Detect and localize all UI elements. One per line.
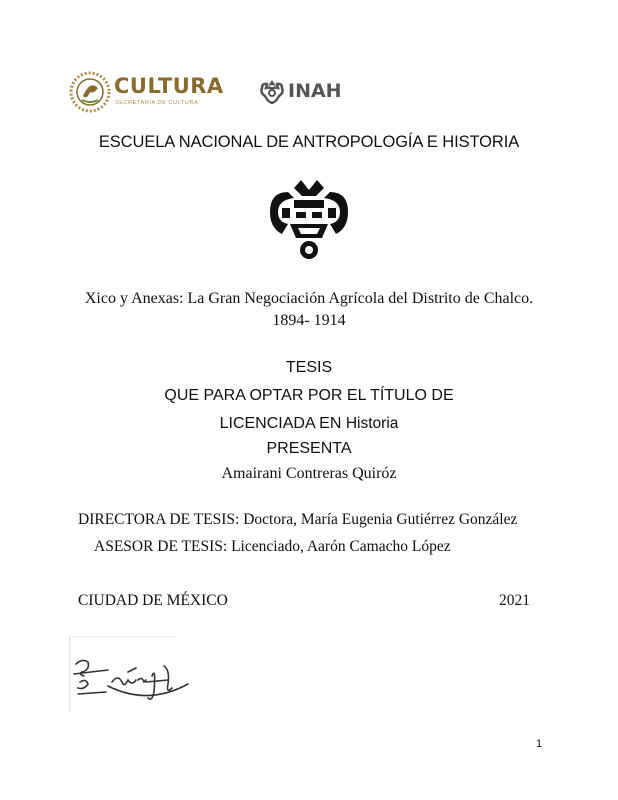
city: CIUDAD DE MÉXICO bbox=[78, 592, 228, 609]
signature-image bbox=[68, 636, 208, 716]
degree-title bbox=[0, 415, 618, 433]
author-name: Amairani Contreras Quiróz bbox=[221, 465, 397, 482]
thesis-director bbox=[78, 511, 517, 529]
institution-name: ESCUELA NACIONAL DE ANTROPOLOGÍA E HISTORIA bbox=[98, 133, 520, 151]
year: 2021 bbox=[499, 592, 530, 609]
cultura-logo bbox=[68, 70, 236, 114]
director-label: DIRECTORA DE TESIS: bbox=[78, 511, 240, 528]
cultura-logo-text: CULTURA bbox=[114, 74, 224, 98]
degree-statement: QUE PARA OPTAR POR EL TÍTULO DE bbox=[164, 387, 454, 404]
inah-logo-text: INAH bbox=[288, 80, 342, 102]
advisor-label: ASESOR DE TESIS: bbox=[94, 538, 228, 555]
inah-emblem-icon bbox=[258, 78, 286, 106]
inah-logo bbox=[258, 78, 342, 106]
thesis-advisor bbox=[94, 538, 451, 556]
degree-prefix: LICENCIADA EN bbox=[219, 415, 342, 432]
handwritten-signature bbox=[68, 636, 208, 716]
enah-emblem-icon bbox=[268, 178, 350, 264]
page-number: 1 bbox=[536, 738, 543, 750]
mexico-coat-of-arms-icon bbox=[68, 70, 112, 114]
thesis-title-line1: Xico y Anexas: La Gran Negociación Agrícola del Distrito de Chalco. bbox=[84, 290, 534, 307]
thesis-label: TESIS bbox=[285, 359, 333, 376]
presenta-label: PRESENTA bbox=[266, 440, 352, 457]
thesis-title-years: 1894- 1914 bbox=[272, 312, 346, 329]
degree-field: Historia bbox=[345, 415, 399, 432]
enah-emblem bbox=[268, 178, 350, 264]
thesis-title bbox=[0, 288, 618, 332]
cultura-logo-subtext: SECRETARÍA DE CULTURA bbox=[115, 100, 199, 106]
advisor-name: Licenciado, Aarón Camacho López bbox=[231, 538, 451, 555]
director-name: Doctora, María Eugenia Gutiérrez González bbox=[243, 511, 518, 528]
